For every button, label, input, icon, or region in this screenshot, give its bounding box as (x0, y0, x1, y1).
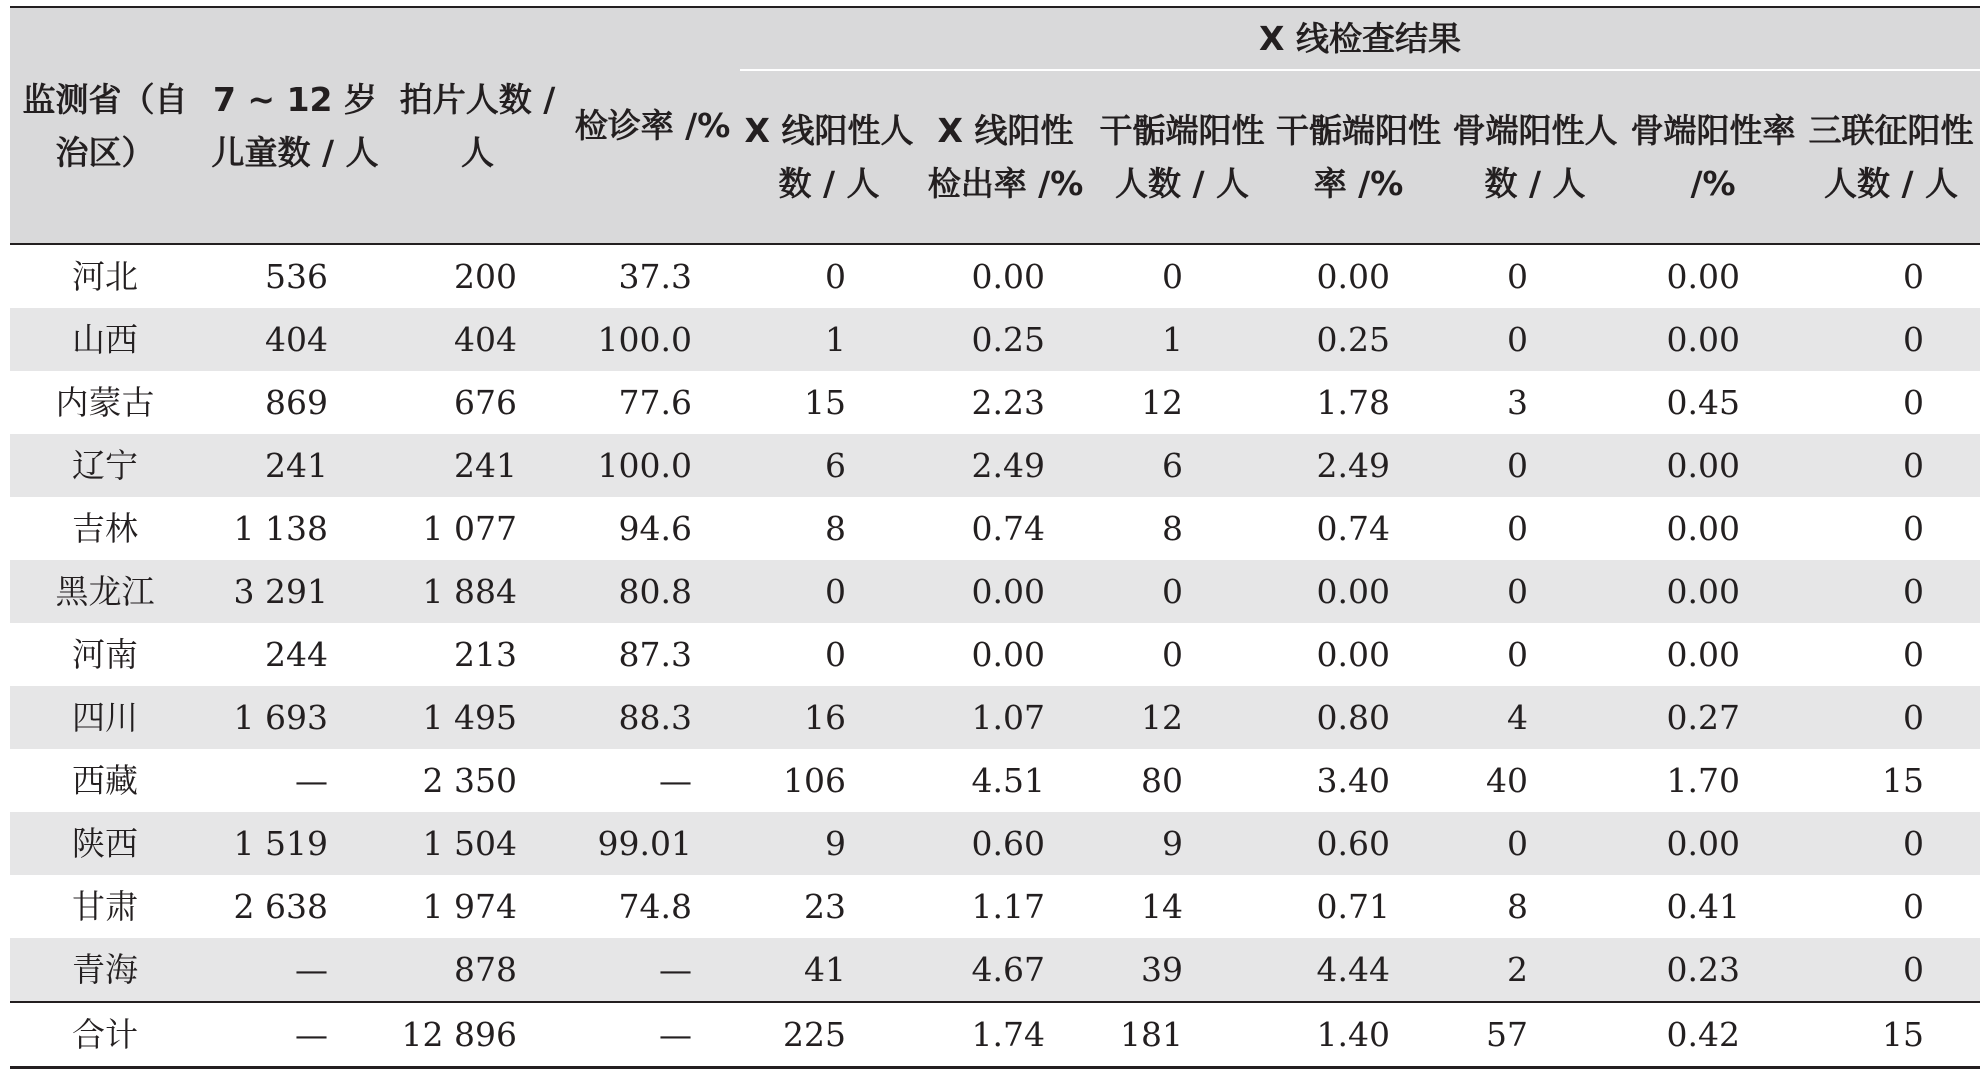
province-cell: 青海 (10, 938, 200, 1002)
subheader-4: 干骺端阳性率 /% (1271, 70, 1446, 244)
value-cell: 39 (1093, 938, 1271, 1002)
value-cell: 0.25 (1271, 308, 1446, 371)
value-cell: — (565, 1002, 740, 1068)
value-cell: 869 (265, 383, 328, 422)
value-cell: 2 638 (233, 887, 328, 926)
header-xray-people: 拍片人数 / 人 (390, 8, 565, 244)
value-cell: 2.49 (1271, 434, 1446, 497)
value-cell: 0.71 (1316, 887, 1390, 926)
value-cell: 1 495 (390, 686, 565, 749)
value-cell: 0 (1162, 635, 1183, 674)
value-cell: 106 (783, 761, 846, 800)
province-cell: 黑龙江 (10, 560, 200, 623)
value-cell: 0.41 (1666, 887, 1740, 926)
value-cell: 0 (1507, 635, 1528, 674)
value-cell: 0.74 (1316, 509, 1390, 548)
value-cell: 1 (740, 308, 918, 371)
value-cell: 0.27 (1624, 686, 1802, 749)
header-province: 监测省（自治区） (10, 8, 200, 244)
value-cell: 1 077 (422, 509, 517, 548)
value-cell: 77.6 (618, 383, 692, 422)
value-cell: 0 (1802, 686, 1980, 749)
value-cell: 1 884 (390, 560, 565, 623)
xray-results-table (10, 8, 1980, 1069)
value-cell: 16 (740, 686, 918, 749)
value-cell: 181 (1093, 1002, 1271, 1068)
value-cell: 0 (1507, 257, 1528, 296)
province-cell: 甘肃 (72, 887, 138, 926)
value-cell: 0 (1903, 509, 1925, 548)
value-cell: 0 (1802, 812, 1980, 875)
province-cell: 陕西 (10, 812, 200, 875)
table-header (10, 8, 1980, 244)
subheader-6: 骨端阳性率 /% (1624, 70, 1802, 244)
value-cell: 80 (1141, 761, 1183, 800)
data-table-container (10, 8, 1980, 1069)
table-row (10, 623, 1980, 686)
value-cell: 23 (804, 887, 846, 926)
value-cell: 0 (1903, 383, 1925, 422)
value-cell: 244 (265, 635, 328, 674)
total-row (10, 1002, 1980, 1068)
province-cell: 西藏 (72, 761, 138, 800)
value-cell: 0 (1903, 635, 1925, 674)
value-cell: — (200, 938, 390, 1002)
value-cell: 0.00 (1666, 635, 1740, 674)
value-cell: 0.00 (918, 560, 1093, 623)
value-cell: 15 (1882, 761, 1925, 800)
value-cell: 0.00 (971, 635, 1045, 674)
subheader-2: X 线阳性检出率 /% (918, 70, 1093, 244)
value-cell: 3.40 (1316, 761, 1390, 800)
value-cell: 2 (1446, 938, 1624, 1002)
value-cell: 0.60 (1271, 812, 1446, 875)
value-cell: 15 (1802, 1002, 1980, 1068)
subheader-5: 骨端阳性人数 / 人 (1446, 70, 1624, 244)
value-cell: 0.00 (1316, 635, 1390, 674)
value-cell: 40 (1486, 761, 1528, 800)
value-cell: 0.00 (1666, 509, 1740, 548)
value-cell: — (659, 761, 692, 800)
value-cell: 8 (825, 509, 846, 548)
table-row (10, 497, 1980, 560)
value-cell: 241 (200, 434, 390, 497)
value-cell: 37.3 (618, 257, 692, 296)
value-cell: 0.74 (971, 509, 1045, 548)
value-cell: 2.23 (971, 383, 1045, 422)
value-cell: 0 (1903, 257, 1925, 296)
province-cell: 合计 (10, 1002, 200, 1068)
table-row (10, 686, 1980, 749)
value-cell: 0 (825, 635, 846, 674)
table-body (10, 244, 1980, 1068)
value-cell: 0.00 (1624, 812, 1802, 875)
table-row (10, 434, 1980, 497)
value-cell: 57 (1446, 1002, 1624, 1068)
value-cell: 87.3 (618, 635, 692, 674)
table-row (10, 308, 1980, 371)
value-cell: 6 (1093, 434, 1271, 497)
value-cell: 3 291 (200, 560, 390, 623)
value-cell: 0 (1162, 257, 1183, 296)
value-cell: 0.42 (1624, 1002, 1802, 1068)
value-cell: 0 (1802, 560, 1980, 623)
header-children-count: 7 ~ 12 岁儿童数 / 人 (200, 8, 390, 244)
value-cell: 1.74 (918, 1002, 1093, 1068)
value-cell: 1 519 (200, 812, 390, 875)
value-cell: 6 (740, 434, 918, 497)
table-row (10, 875, 1980, 938)
subheader-1: X 线阳性人数 / 人 (740, 70, 918, 244)
province-cell: 内蒙古 (55, 383, 155, 422)
header-xray-results-group: X 线检查结果 (740, 8, 1980, 70)
table-row (10, 938, 1980, 1002)
value-cell: 4.67 (918, 938, 1093, 1002)
value-cell: 0.45 (1666, 383, 1740, 422)
value-cell: 225 (740, 1002, 918, 1068)
value-cell: 0 (1802, 434, 1980, 497)
value-cell: 99.01 (565, 812, 740, 875)
value-cell: 88.3 (565, 686, 740, 749)
value-cell: 1.78 (1316, 383, 1390, 422)
value-cell: 12 896 (390, 1002, 565, 1068)
value-cell: 8 (1507, 887, 1528, 926)
value-cell: 1 138 (233, 509, 328, 548)
value-cell: 80.8 (565, 560, 740, 623)
value-cell: 9 (1093, 812, 1271, 875)
value-cell: 0.60 (918, 812, 1093, 875)
value-cell: 94.6 (618, 509, 692, 548)
value-cell: 100.0 (565, 308, 740, 371)
province-cell: 四川 (10, 686, 200, 749)
value-cell: 1.17 (971, 887, 1045, 926)
table-row (10, 749, 1980, 812)
value-cell: 0.00 (1624, 560, 1802, 623)
value-cell: 0 (1446, 560, 1624, 623)
value-cell: 0 (825, 257, 846, 296)
value-cell: 1.07 (918, 686, 1093, 749)
value-cell: 0.00 (1624, 434, 1802, 497)
subheader-3: 干骺端阳性人数 / 人 (1093, 70, 1271, 244)
value-cell: 0.00 (1666, 257, 1740, 296)
province-cell: 山西 (10, 308, 200, 371)
value-cell: — (565, 938, 740, 1002)
value-cell: 1 693 (200, 686, 390, 749)
value-cell: 15 (804, 383, 846, 422)
value-cell: 0 (1802, 938, 1980, 1002)
value-cell: 4.51 (971, 761, 1045, 800)
value-cell: 213 (454, 635, 517, 674)
value-cell: 676 (454, 383, 517, 422)
province-cell: 河南 (72, 635, 138, 674)
value-cell: 4 (1446, 686, 1624, 749)
table-row (10, 560, 1980, 623)
value-cell: 0 (1093, 560, 1271, 623)
header-exam-rate: 检诊率 /% (565, 8, 740, 244)
value-cell: 1 974 (422, 887, 517, 926)
value-cell: — (295, 761, 328, 800)
value-cell: 0.00 (1316, 257, 1390, 296)
value-cell: 0.80 (1271, 686, 1446, 749)
value-cell: 8 (1162, 509, 1183, 548)
value-cell: 0.00 (1271, 560, 1446, 623)
province-cell: 辽宁 (10, 434, 200, 497)
value-cell: 0 (1446, 434, 1624, 497)
value-cell: 878 (390, 938, 565, 1002)
value-cell: 2.49 (918, 434, 1093, 497)
value-cell: 3 (1507, 383, 1528, 422)
value-cell: 1 (1093, 308, 1271, 371)
value-cell: 0.25 (918, 308, 1093, 371)
value-cell: — (200, 1002, 390, 1068)
value-cell: 1.40 (1271, 1002, 1446, 1068)
value-cell: 0.00 (1624, 308, 1802, 371)
value-cell: 4.44 (1271, 938, 1446, 1002)
value-cell: 536 (265, 257, 328, 296)
province-cell: 吉林 (72, 509, 138, 548)
value-cell: 74.8 (618, 887, 692, 926)
value-cell: 241 (390, 434, 565, 497)
value-cell: 12 (1093, 686, 1271, 749)
table-row (10, 812, 1980, 875)
value-cell: 200 (454, 257, 517, 296)
value-cell: 0 (740, 560, 918, 623)
value-cell: 404 (200, 308, 390, 371)
value-cell: 0 (1507, 509, 1528, 548)
table-row (10, 244, 1980, 308)
value-cell: 1 504 (390, 812, 565, 875)
value-cell: 0 (1446, 308, 1624, 371)
value-cell: 0 (1446, 812, 1624, 875)
value-cell: 0 (1802, 308, 1980, 371)
value-cell: 0 (1903, 887, 1925, 926)
value-cell: 1.70 (1666, 761, 1740, 800)
value-cell: 2 350 (422, 761, 517, 800)
table-row (10, 371, 1980, 434)
province-cell: 河北 (72, 257, 138, 296)
value-cell: 12 (1141, 383, 1183, 422)
value-cell: 41 (740, 938, 918, 1002)
value-cell: 404 (390, 308, 565, 371)
value-cell: 14 (1141, 887, 1183, 926)
subheader-7: 三联征阳性人数 / 人 (1802, 70, 1980, 244)
value-cell: 0.00 (971, 257, 1045, 296)
value-cell: 0.23 (1624, 938, 1802, 1002)
value-cell: 9 (740, 812, 918, 875)
value-cell: 100.0 (565, 434, 740, 497)
